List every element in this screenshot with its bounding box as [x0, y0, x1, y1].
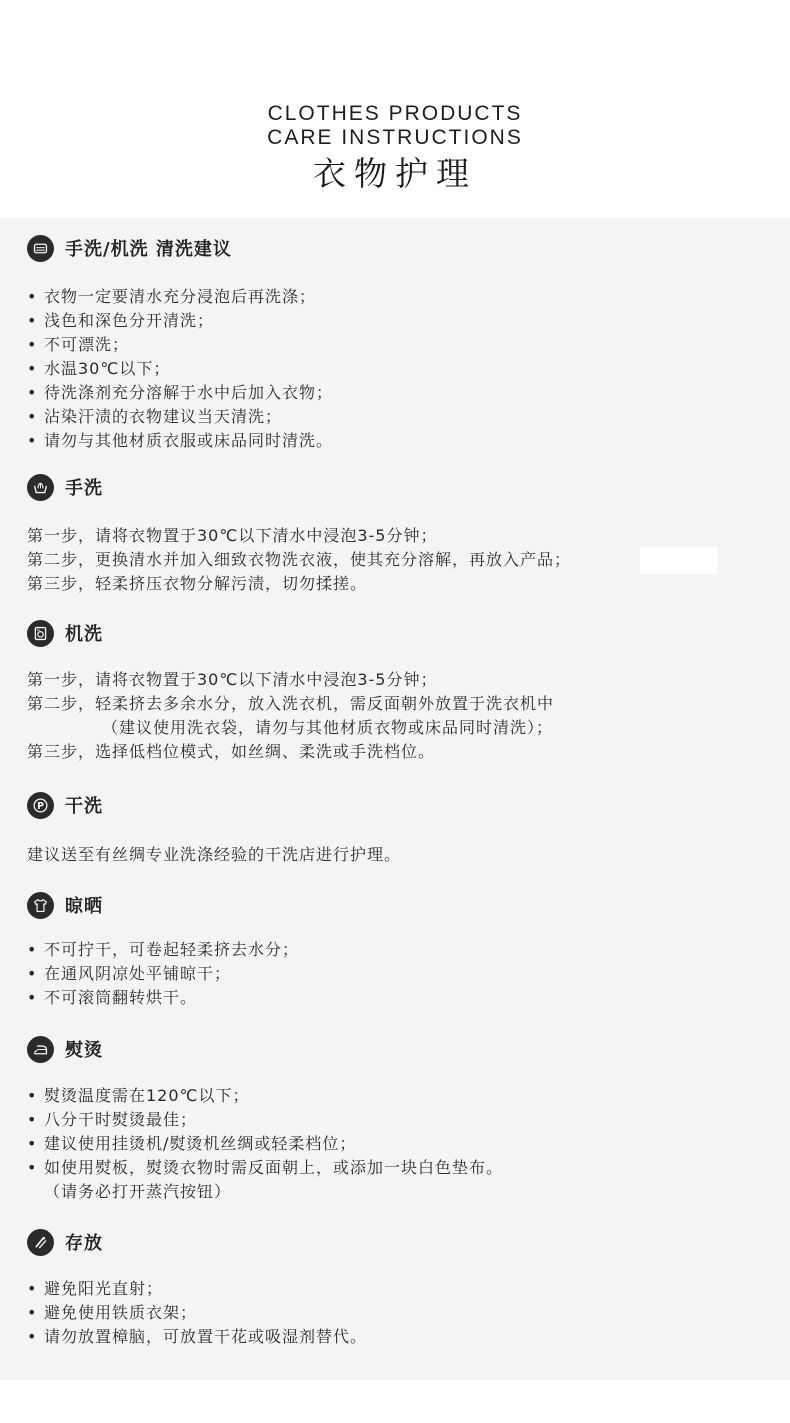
list-item: • 请勿与其他材质衣服或床品同时清洗。 — [27, 429, 333, 453]
bottom-padding — [0, 1380, 790, 1423]
section-ironing-heading — [27, 1035, 103, 1063]
chinese-title: 衣物护理 — [313, 154, 477, 193]
list-item: • 不可滚筒翻转烘干。 — [27, 986, 299, 1010]
section-title: 手洗/机洗 清洗建议 — [65, 239, 232, 260]
machine-wash-steps — [27, 668, 554, 764]
section-wash-advice-heading — [27, 234, 232, 262]
list-item: • 不可漂洗； — [27, 333, 333, 357]
list-item: • 建议使用挂烫机/熨烫机丝绸或轻柔档位； — [27, 1132, 503, 1156]
iron-icon — [27, 1036, 54, 1063]
text-line: 建议送至有丝绸专业洗涤经验的干洗店进行护理。 — [27, 845, 402, 864]
dry-clean-text — [27, 843, 401, 867]
section-title: 机洗 — [65, 624, 103, 645]
list-item: • 待洗涤剂充分溶解于水中后加入衣物； — [27, 381, 333, 405]
svg-text:P: P — [37, 800, 44, 812]
section-title: 晾晒 — [65, 896, 103, 917]
step-line: 第三步，选择低档位模式，如丝绸、柔洗或手洗档位。 — [27, 742, 436, 761]
section-title: 熨烫 — [65, 1040, 103, 1061]
list-item: • 在通风阴凉处平铺晾干； — [27, 962, 299, 986]
list-item: • 沾染汗渍的衣物建议当天清洗； — [27, 405, 333, 429]
drying-list — [27, 938, 299, 1010]
storage-list — [27, 1277, 367, 1349]
step-line-note: （建议使用洗衣袋，请勿与其他材质衣物或床品同时清洗）； — [102, 718, 554, 737]
step-line: 第一步，请将衣物置于30℃以下清水中浸泡3-5分钟； — [27, 670, 438, 689]
section-title: 存放 — [65, 1233, 103, 1254]
english-title-line-2: CARE INSTRUCTIONS — [267, 126, 523, 149]
section-drying-heading — [27, 891, 103, 919]
list-item: • 衣物一定要清水充分浸泡后再洗涤； — [27, 285, 333, 309]
hand-wash-steps — [27, 524, 571, 596]
list-item: • 熨烫温度需在120℃以下； — [27, 1084, 503, 1108]
step-line: 第二步，轻柔挤去多余水分，放入洗衣机，需反面朝外放置于洗衣机中 — [27, 694, 555, 713]
wash-advice-list — [27, 285, 333, 453]
page-header — [0, 0, 790, 218]
dry-clean-p-icon — [27, 792, 54, 819]
list-item: • 避免阳光直射； — [27, 1277, 367, 1301]
section-storage-heading — [27, 1228, 103, 1256]
washing-machine-icon — [27, 620, 54, 647]
step-line: 第一步，请将衣物置于30℃以下清水中浸泡3-5分钟； — [27, 526, 438, 545]
english-title — [0, 102, 790, 150]
washing-tub-icon — [27, 235, 54, 262]
section-title: 手洗 — [65, 478, 103, 499]
drying-shirt-icon — [27, 892, 54, 919]
step-line: 第三步，轻柔挤压衣物分解污渍，切勿揉搓。 — [27, 574, 368, 593]
section-machine-wash-heading — [27, 619, 103, 647]
section-hand-wash-heading — [27, 473, 103, 501]
section-title: 干洗 — [65, 796, 103, 817]
step-line: 第二步，更换清水并加入细致衣物洗衣液，使其充分溶解，再放入产品； — [27, 550, 572, 569]
hand-wash-icon — [27, 474, 54, 501]
list-item: • 浅色和深色分开清洗； — [27, 309, 333, 333]
list-item: • 如使用熨板，熨烫衣物时需反面朝上，或添加一块白色垫布。 — [27, 1156, 503, 1180]
list-item: • 不可拧干，可卷起轻柔挤去水分； — [27, 938, 299, 962]
storage-hanger-icon — [27, 1229, 54, 1256]
list-item: • 水温30℃以下； — [27, 357, 333, 381]
list-note: （请务必打开蒸汽按钮） — [44, 1182, 232, 1201]
list-item: • 请勿放置樟脑，可放置干花或吸湿剂替代。 — [27, 1325, 367, 1349]
english-title-line-1: CLOTHES PRODUCTS — [267, 102, 523, 125]
white-patch — [640, 547, 718, 574]
ironing-list — [27, 1084, 503, 1204]
list-item: • 八分干时熨烫最佳； — [27, 1108, 503, 1132]
list-item: • 避免使用铁质衣架； — [27, 1301, 367, 1325]
section-dry-clean-heading — [27, 791, 103, 819]
